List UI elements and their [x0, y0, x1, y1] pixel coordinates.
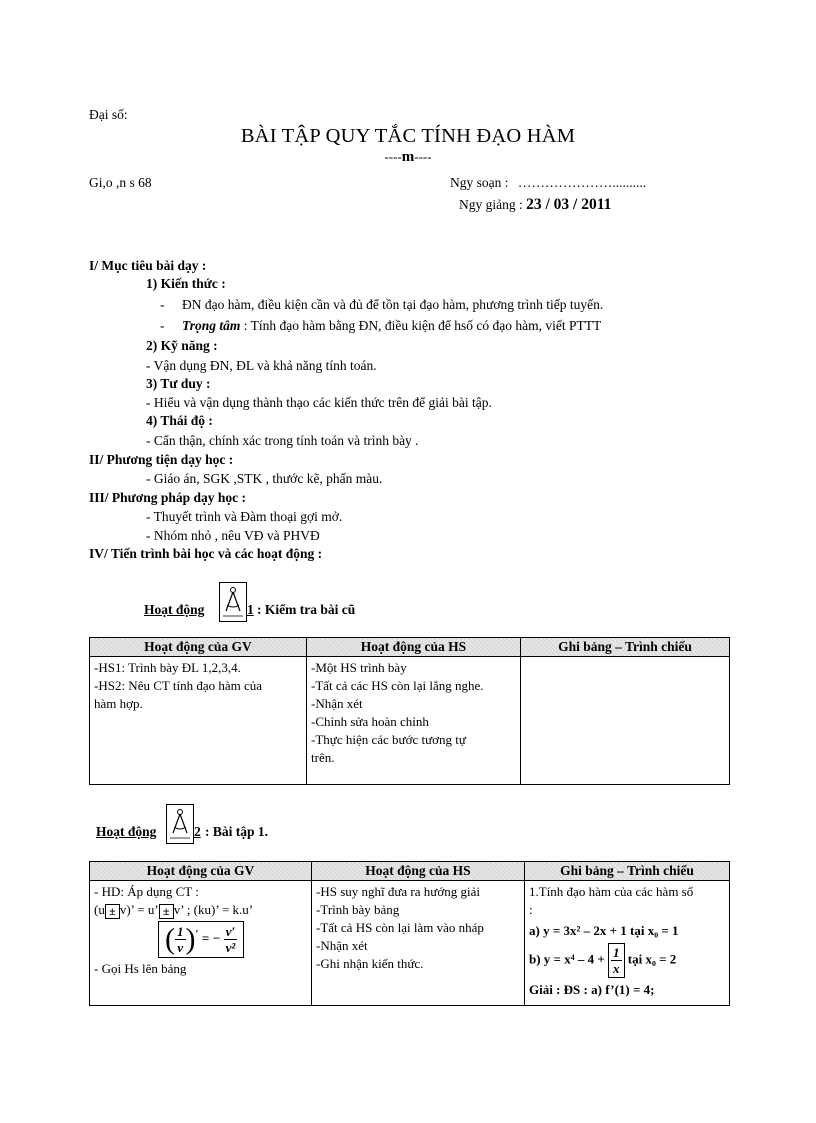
board-part-a: a) y = 3x² – 2x + 1 tại x₀ = 1: [529, 923, 679, 938]
activity-2-table: [89, 861, 730, 1006]
knowledge-item-1: ĐN đạo hàm, điều kiện cần và đủ để tồn tại đạo hàm, phương trình tiếp tuyến.: [182, 297, 604, 312]
fraction-vprime-over-v2: $\frac{v'}{\text{v²}}$: [225, 924, 236, 955]
quotient-formula-box: ( $\frac{1}{v}$ )′ = − $\frac{v'}{\text{v²}}$: [158, 921, 244, 958]
activity-2-label: Hoạt động: [96, 824, 157, 839]
board-cell: [525, 881, 730, 1006]
hs-line: -Chỉnh sửa hoàn chỉnh: [311, 714, 429, 729]
header-board: Ghi bảng – Trình chiếu: [521, 638, 730, 657]
hs-line: -Nhận xét: [316, 938, 368, 953]
section-2-title: II/ Phương tiện dạy học :: [89, 452, 234, 467]
activity-1-title: : Kiểm tra bài cũ: [257, 602, 356, 617]
teach-date-value: 23 / 03 / 2011: [526, 196, 612, 213]
fraction-1-over-x: $\frac{1}{x}$: [613, 945, 620, 976]
table-header-row: [90, 638, 730, 657]
board-task: 1.Tính đạo hàm của các hàm số: [529, 884, 694, 899]
section-2-item: - Giáo án, SGK ,STK , thước kẽ, phấn màu.: [146, 471, 383, 486]
hs-line: -Trình bày bảng: [316, 902, 400, 917]
fraction-1-over-v: $\frac{1}{v}$: [177, 924, 184, 955]
activity-2-number: 2: [194, 824, 201, 839]
section-4-title: IV/ Tiến trình bài học và các hoạt động :: [89, 546, 323, 561]
header-gv: Hoạt động của GV: [90, 638, 307, 657]
hs-cell: [312, 881, 525, 1006]
section-1-title: I/ Mục tiêu bài dạy :: [89, 258, 207, 273]
hs-line: -Một HS trình bày: [311, 660, 407, 675]
hs-line: -Ghi nhận kiến thức.: [316, 956, 424, 971]
activity-1-number: 1: [247, 602, 254, 617]
focus-label: Trọng tâm: [182, 318, 241, 333]
table-header-row: [90, 862, 730, 881]
title-ornament: ----m----: [384, 149, 432, 165]
gv-hint: - HD: Áp dụng CT :: [94, 884, 199, 899]
hs-line: -HS suy nghĩ đưa ra hướng giải: [316, 884, 480, 899]
hs-cell: [307, 657, 521, 785]
hs-line: -Tất cả HS còn lại làm vào nháp: [316, 920, 484, 935]
subject-label: Đại số:: [89, 107, 128, 122]
table-row: [90, 881, 730, 1006]
skill-item: - Vận dụng ĐN, ĐL và khả năng tính toán.: [146, 358, 377, 373]
gv-call: - Gọi Hs lên bảng: [94, 961, 187, 976]
teach-date-label: Ngy giảng :: [459, 197, 523, 212]
ornament-glyph: m: [401, 149, 415, 165]
knowledge-title: 1) Kiến thức :: [146, 276, 226, 291]
hs-line: -Nhận xét: [311, 696, 363, 711]
gv-line: -HS2: Nêu CT tính đạo hàm của: [94, 678, 263, 693]
board-task-colon: :: [529, 902, 533, 917]
attitude-title: 4) Thái độ :: [146, 413, 213, 428]
gv-cell: [90, 881, 312, 1006]
section-3-item-2: - Nhóm nhỏ , nêu VĐ và PHVĐ: [146, 528, 320, 543]
thinking-title: 3) Tư duy :: [146, 376, 211, 391]
hs-line: -Thực hiện các bước tương tự: [311, 732, 466, 747]
lesson-number: Gi,o ,n s 68: [89, 175, 152, 190]
knowledge-item-2: [182, 318, 601, 334]
knowledge-dash-1: -: [160, 297, 165, 312]
knowledge-dash-2: -: [160, 318, 165, 333]
gv-formula: (u ± v)’ = u’ ± v’ ; (ku)’ = k.u’: [94, 902, 254, 918]
teach-date: [459, 196, 611, 214]
plus-minus-icon: ±: [105, 904, 120, 919]
compass-icon: [219, 582, 247, 622]
focus-text: : Tính đạo hàm bằng ĐN, điều kiện để hsố có đạo hàm, viết PTTT: [243, 318, 602, 333]
gv-cell: [90, 657, 307, 785]
section-3-title: III/ Phương pháp dạy học :: [89, 490, 247, 505]
board-solution: Giải : ĐS : a) f’(1) = 4;: [529, 982, 655, 997]
board-fraction-box: [608, 943, 625, 978]
gv-line: hàm hợp.: [94, 696, 143, 711]
gv-line: -HS1: Trình bày ĐL 1,2,3,4.: [94, 660, 241, 675]
thinking-item: - Hiểu và vận dụng thành thạo các kiến thức trên để giải bài tập.: [146, 395, 492, 410]
prep-date-label: Ngy soạn :: [450, 175, 509, 190]
plus-minus-icon: ±: [159, 904, 174, 919]
header-board: Ghi bảng – Trình chiếu: [525, 862, 730, 881]
section-3-item-1: - Thuyết trình và Đàm thoại gợi mở.: [146, 509, 343, 524]
header-hs: Hoạt động của HS: [312, 862, 525, 881]
quotient-formula: [94, 921, 307, 958]
hs-line: -Tất cả các HS còn lại lắng nghe.: [311, 678, 484, 693]
hs-line: trên.: [311, 750, 335, 765]
board-cell: [521, 657, 730, 785]
activity-1-label: Hoạt động: [144, 602, 205, 617]
activity-2-title: : Bài tập 1.: [205, 824, 269, 839]
skill-title: 2) Kỹ năng :: [146, 338, 218, 353]
compass-icon: [166, 804, 194, 844]
activity-1-table: [89, 637, 730, 785]
prep-date: [450, 175, 646, 191]
header-gv: Hoạt động của GV: [90, 862, 312, 881]
prep-date-value: …………………..........: [517, 175, 647, 190]
attitude-item: - Cẩn thận, chính xác trong tính toán và trình bày .: [146, 433, 419, 448]
page-title: BÀI TẬP QUY TẮC TÍNH ĐẠO HÀM: [240, 125, 576, 147]
board-part-b: b) y = x⁴ – 4 + $\frac{1}{x}$ tại x₀ = 2: [529, 945, 677, 976]
header-hs: Hoạt động của HS: [307, 638, 521, 657]
table-row: [90, 657, 730, 785]
